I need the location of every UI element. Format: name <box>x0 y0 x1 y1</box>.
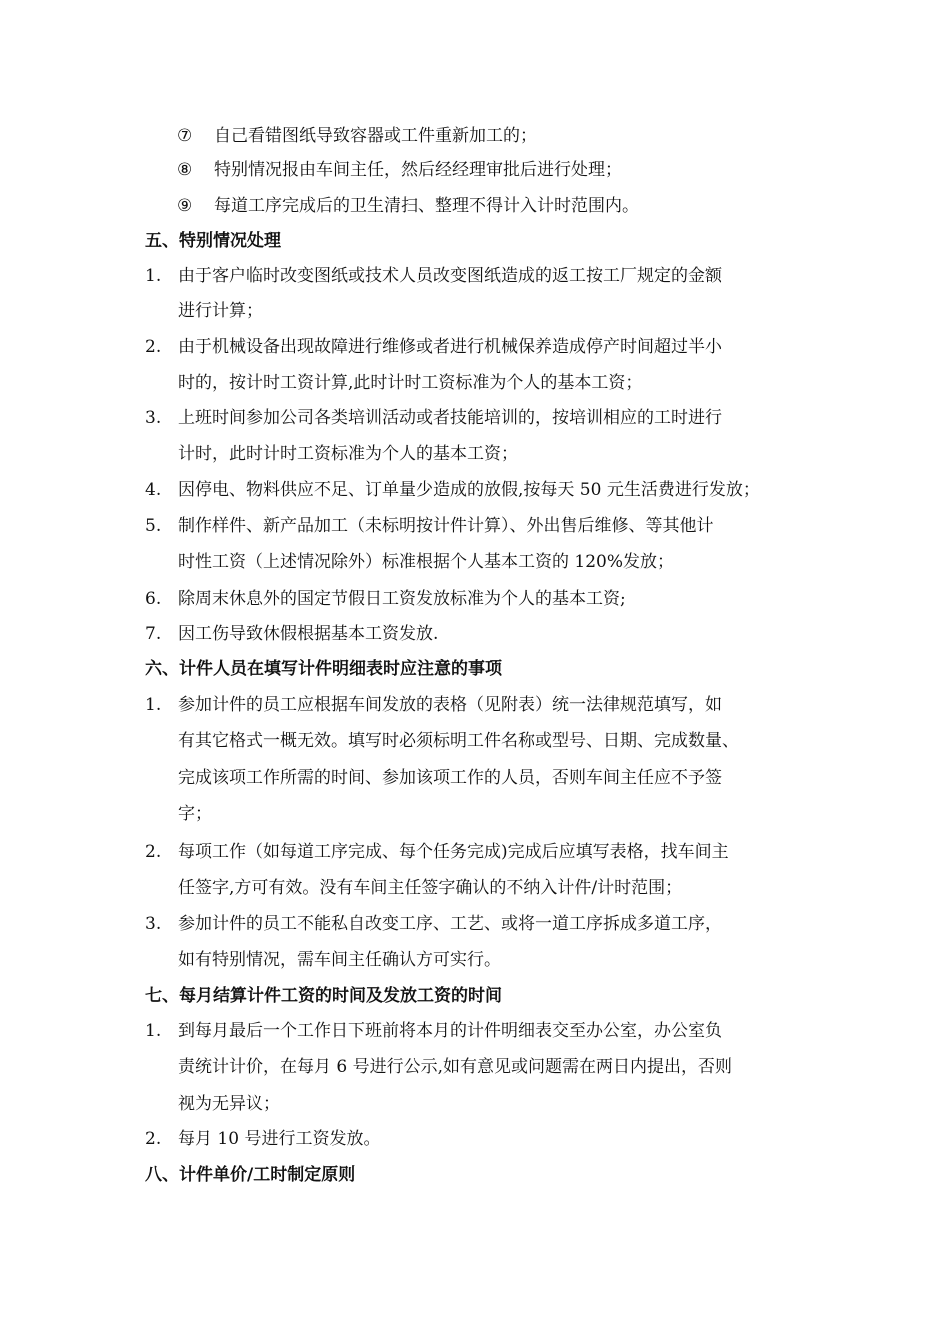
section-heading-6: 六、计件人员在填写计件明细表时应注意的事项 <box>145 659 502 679</box>
circled-marker-7: ⑦ <box>177 126 193 146</box>
s6-item-1-line-4: 字； <box>178 804 212 824</box>
s6-item-1-line-3: 完成该项工作所需的时间、参加该项工作的人员，否则车间主任应不予签 <box>178 768 722 788</box>
s5-item-3-line-1: 上班时间参加公司各类培训活动或者技能培训的，按培训相应的工时进行 <box>178 408 722 428</box>
s6-item-1-line-2: 有其它格式一概无效。填写时必须标明工件名称或型号、日期、完成数量、 <box>178 731 739 751</box>
s7-item-1-line-2: 责统计计价，在每月 6 号进行公示,如有意见或问题需在两日内提出，否则 <box>178 1057 733 1077</box>
circled-item-8-text: 特别情况报由车间主任，然后经经理审批后进行处理； <box>214 160 622 180</box>
s7-item-2-number: 2. <box>145 1129 162 1149</box>
s5-item-3-number: 3. <box>145 408 162 428</box>
s7-item-2-line-1: 每月 10 号进行工资发放。 <box>178 1129 381 1149</box>
s6-item-1-number: 1. <box>145 695 162 715</box>
s5-item-6-number: 6. <box>145 589 162 609</box>
s5-item-1-line-1: 由于客户临时改变图纸或技术人员改变图纸造成的返工按工厂规定的金额 <box>178 266 722 286</box>
s6-item-2-line-1: 每项工作（如每道工序完成、每个任务完成)完成后应填写表格，找车间主 <box>178 842 729 862</box>
s5-item-1-line-2: 进行计算； <box>178 301 263 321</box>
s5-item-2-line-1: 由于机械设备出现故障进行维修或者进行机械保养造成停产时间超过半小 <box>178 337 722 357</box>
s7-item-1-number: 1. <box>145 1021 162 1041</box>
circled-item-7-text: 自己看错图纸导致容器或工件重新加工的； <box>214 126 537 146</box>
s5-item-4-number: 4. <box>145 480 162 500</box>
s5-item-2-line-2: 时的，按计时工资计算,此时计时工资标准为个人的基本工资； <box>178 373 643 393</box>
section-heading-8: 八、计件单价/工时制定原则 <box>145 1165 356 1185</box>
s5-item-5-number: 5. <box>145 516 162 536</box>
s6-item-2-line-2: 任签字,方可有效。没有车间主任签字确认的不纳入计件/计时范围； <box>178 878 683 898</box>
s7-item-1-line-1: 到每月最后一个工作日下班前将本月的计件明细表交至办公室，办公室负 <box>178 1021 722 1041</box>
s5-item-5-line-1: 制作样件、新产品加工（未标明按计件计算）、外出售后维修、等其他计 <box>178 516 714 536</box>
s7-item-1-line-3: 视为无异议； <box>178 1094 280 1114</box>
s5-item-7-number: 7. <box>145 624 162 644</box>
s6-item-3-number: 3. <box>145 914 162 934</box>
s6-item-1-line-1: 参加计件的员工应根据车间发放的表格（见附表）统一法律规范填写，如 <box>178 695 722 715</box>
s6-item-3-line-1: 参加计件的员工不能私自改变工序、工艺、或将一道工序拆成多道工序， <box>178 914 722 934</box>
s5-item-3-line-2: 计时，此时计时工资标准为个人的基本工资； <box>178 444 518 464</box>
s5-item-1-number: 1. <box>145 266 162 286</box>
circled-item-9-text: 每道工序完成后的卫生清扫、整理不得计入计时范围内。 <box>214 196 639 216</box>
s5-item-6-line-1: 除周末休息外的国定节假日工资发放标准为个人的基本工资; <box>178 589 626 609</box>
s6-item-3-line-2: 如有特别情况，需车间主任确认方可实行。 <box>178 950 501 970</box>
s5-item-7-line-1: 因工伤导致休假根据基本工资发放. <box>178 624 439 644</box>
section-heading-5: 五、特别情况处理 <box>145 231 281 251</box>
circled-marker-9: ⑨ <box>177 196 193 216</box>
s5-item-2-number: 2. <box>145 337 162 357</box>
section-heading-7: 七、每月结算计件工资的时间及发放工资的时间 <box>145 986 502 1006</box>
circled-marker-8: ⑧ <box>177 160 193 180</box>
s5-item-5-line-2: 时性工资（上述情况除外）标准根据个人基本工资的 120%发放； <box>178 552 675 572</box>
s5-item-4-line-1: 因停电、物料供应不足、订单量少造成的放假,按每天 50 元生活费进行发放； <box>178 480 760 500</box>
s6-item-2-number: 2. <box>145 842 162 862</box>
